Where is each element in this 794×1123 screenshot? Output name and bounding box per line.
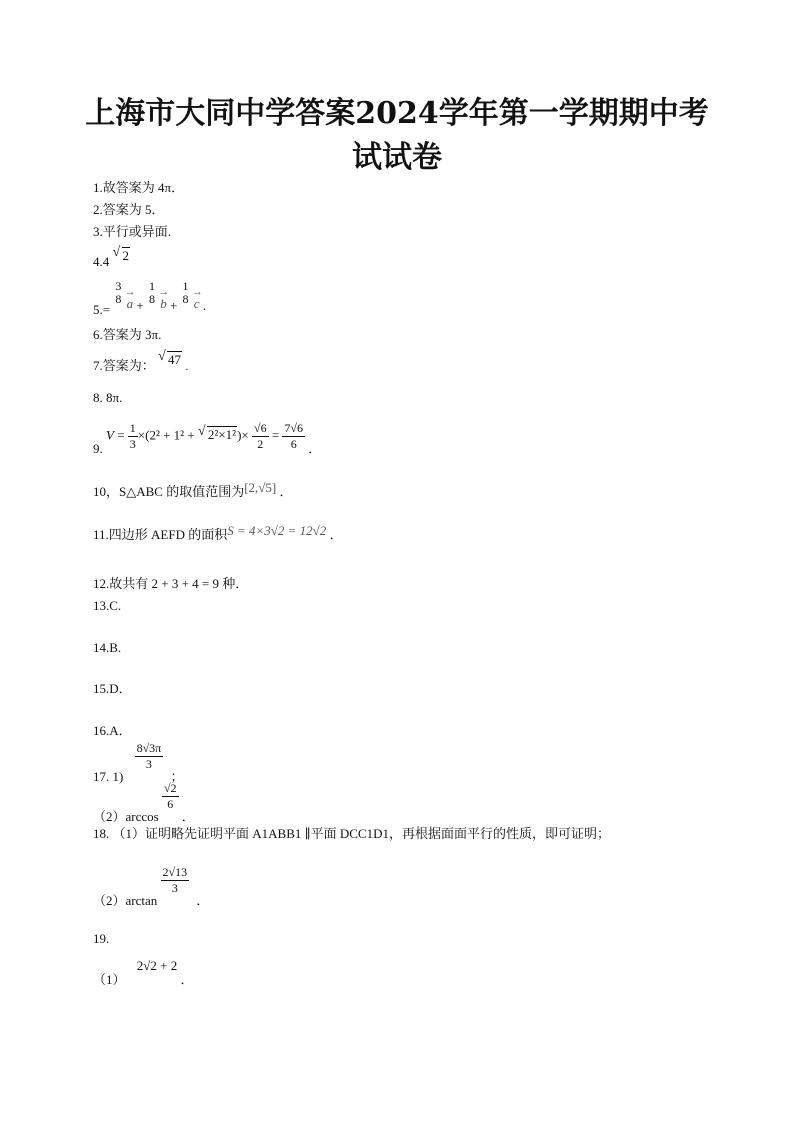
answer-9: 9. V = $\frac{1}{3}$ ×(2² + 1² + √ 2²×1²)× $\frac{√6}{2}$ = $\frac{7√6}{6}$ ． (93, 421, 322, 457)
answer-4 (93, 245, 130, 270)
a18-2-prefix: （2）arctan (93, 893, 158, 909)
a9-middle: ×(2² + 1² + (137, 427, 198, 443)
a5-end: . (202, 298, 207, 313)
answer-14: 14.B. (93, 640, 122, 655)
answer-17-part-2 (93, 781, 195, 825)
answer-7-end: . (185, 358, 189, 373)
answer-3: 3.平行或异面. (93, 224, 172, 239)
a9-volume-symbol: V (106, 427, 114, 443)
answer-7-sqrt: √ 47 (158, 349, 182, 367)
answer-10-prefix: 10，S△ABC 的取值范围为 (93, 484, 245, 499)
answer-16: 16.A． (93, 723, 132, 738)
answer-1: 1.故答案为 4π． (93, 180, 185, 195)
answer-11-prefix: 11.四边形 AEFD 的面积 (93, 527, 228, 542)
answer-18-part-1: 18. （1）证明略先证明平面 A1ABB1 ∥平面 DCC1D1，再根据面面平行的性质，即可证明； (93, 826, 610, 841)
answer-15: 15.D． (93, 681, 132, 696)
a17-1-prefix: 17. 1) (93, 769, 124, 785)
answer-7-prefix: 7.答案为： (93, 358, 155, 373)
answer-5 (93, 279, 207, 317)
a9-radicand: 2²×1² (207, 427, 237, 443)
a18-2-end: ． (196, 893, 210, 909)
a9-end: ． (308, 441, 322, 457)
answer-13: 13.C. (93, 598, 122, 613)
a19-1-prefix: （1） (93, 972, 126, 987)
answer-7-radicand: 47 (168, 352, 182, 367)
answer-8: 8. 8π. (93, 390, 123, 405)
a17-1-num: 8√3π (136, 741, 162, 755)
a9-f2-den: 2 (257, 437, 264, 451)
answer-17-part-1 (93, 741, 184, 785)
answer-9-prefix: 9. (93, 441, 103, 457)
answer-2: 2.答案为 5． (93, 202, 165, 217)
answer-10-end: ． (279, 484, 293, 499)
a17-2-den: 6 (167, 797, 174, 811)
a9-close: )× (237, 427, 249, 443)
a9-f3-den: 6 (290, 437, 297, 451)
answer-19-part-1 (93, 958, 194, 987)
answer-6: 6.答案为 3π. (93, 327, 162, 342)
a5-coef1-den: 8 (115, 292, 122, 307)
answer-12: 12.故共有 2 + 3 + 4 = 9 种． (93, 576, 249, 591)
answer-4-prefix: 4.4 (93, 254, 110, 269)
answer-4-sqrt: √ 2 (112, 245, 129, 263)
answer-11-end: ． (329, 527, 343, 542)
a9-f3-num: 7√6 (284, 421, 304, 435)
a17-1-end: ； (170, 769, 184, 785)
a9-f1-den: 3 (129, 437, 136, 451)
answer-18-part-2 (93, 865, 210, 909)
a5-coef2-den: 8 (148, 292, 155, 307)
a17-2-prefix: （2）arccos (93, 809, 159, 825)
a19-1-expression: 2√2 + 2 (136, 958, 178, 973)
document-title: 上海市大同中学答案2024学年第一学期期中考试试卷 (85, 96, 709, 175)
answer-19: 19. (93, 931, 110, 946)
a19-1-end: ． (180, 972, 194, 987)
a17-1-den: 3 (145, 757, 152, 771)
a5-coef3-den: 8 (182, 292, 189, 307)
answer-7 (93, 349, 189, 374)
a5-vec-c: → c (194, 292, 200, 312)
a5-plus-1: + (136, 298, 144, 313)
answer-5-prefix: 5.= (93, 302, 111, 317)
answer-11-expression: S = 4×3√2 = 12√2 (227, 523, 327, 538)
a9-f1-num: 1 (129, 421, 136, 435)
a18-2-den: 3 (171, 881, 178, 895)
a9-equals: = (113, 427, 128, 443)
a17-2-num: √2 (163, 781, 177, 795)
answer-4-radicand: 2 (122, 248, 129, 263)
answer-10 (93, 480, 293, 500)
a5-vec-a: → a (127, 292, 134, 312)
answer-11 (93, 523, 343, 543)
a18-2-num: 2√13 (162, 865, 188, 879)
a5-coef1-num: 3 (115, 279, 122, 294)
a9-f2-num: √6 (253, 421, 267, 435)
a17-2-end: ． (181, 809, 195, 825)
a5-coef3-num: 1 (182, 279, 189, 294)
a5-coef2-num: 1 (148, 279, 155, 294)
a5-plus-2: + (169, 298, 178, 313)
a5-vec-b: → b (160, 292, 167, 312)
answer-10-range: [2,√5] (244, 480, 277, 495)
